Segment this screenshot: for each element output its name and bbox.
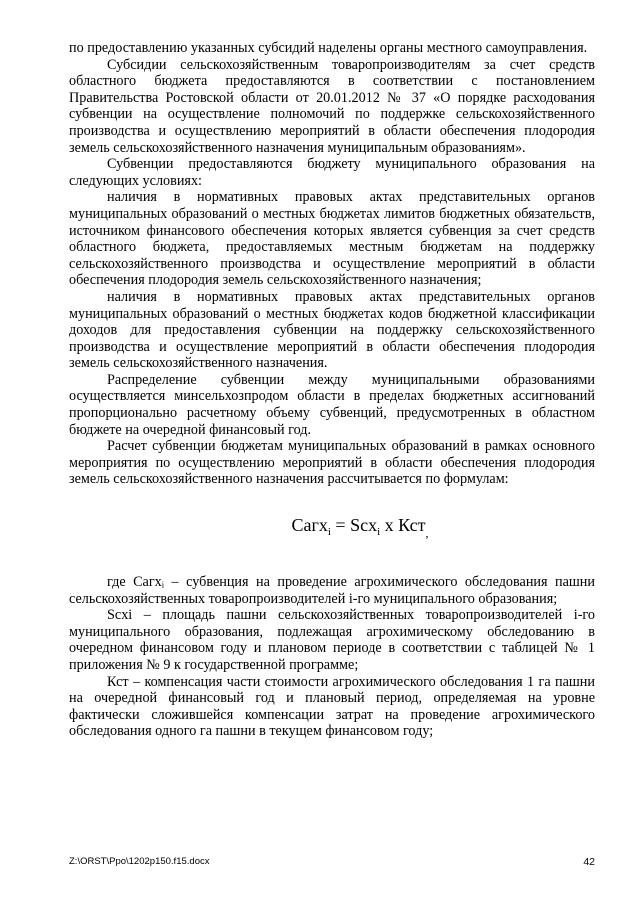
paragraph-3: Субвенции предоставляются бюджету муниципального образования на следующих условиях:	[69, 156, 595, 189]
formula-operator: х	[384, 515, 394, 536]
paragraph-4: наличия в нормативных правовых актах представительных органов муниципальных образований о местных бюджетах лимитов бюджетных обязательств, источником финансового обеспечения которых является субвенция за счет средств областного бюджета, предоставляемых местным бюджетам на поддержку сельскохозяйственного производства и осуществление мероприятий в области обеспечения плодородия земель сельскохозяйственного назначения;	[69, 189, 595, 289]
footer-file-path: Z:\ORST\Ppo\1202p150.f15.docx	[69, 856, 210, 867]
formula-trailing-comma: ,	[425, 526, 429, 541]
paragraph-1: по предоставлению указанных субсидий наделены органы местного самоуправления.	[69, 40, 588, 56]
paragraph-2: Субсидии сельскохозяйственным товаропроизводителям за счет средств областного бюджета предоставляются в соответствии с постановлением Правительства Ростовской области от 20.01.2012 № 37 «О порядке расходования субвенции на осуществление полномочий по поддержке сельскохозяйственного производства и осуществлению мероприятий в области обеспечения плодородия земель сельскохозяйственного назначения муниципальным образованиям».	[69, 56, 595, 156]
formula-term-area: Scx	[350, 515, 378, 536]
definition-sagh: где Сагхᵢ – субвенция на проведение агрохимического обследования пашни сельскохозяйственных товаропроизводителей i-го муниципального образования;	[69, 574, 595, 607]
formula	[69, 514, 595, 544]
formula-equals: =	[335, 515, 346, 536]
paragraph-5: наличия в нормативных правовых актах представительных органов муниципальных образований о местных бюджетах кодов бюджетной классификации доходов для предоставления субвенции на поддержку сельскохозяйственного производства и осуществление мероприятий в области обеспечения плодородия земель сельскохозяйственного назначения.	[69, 288, 595, 372]
paragraph-7: Расчет субвенции бюджетам муниципальных образований в рамках основного мероприятия по осуществлению мероприятий в области обеспечения плодородия земель сельскохозяйственного назначения рассчитывается по формулам:	[69, 438, 595, 488]
page-number: 42	[583, 856, 595, 868]
formula-lhs: Сагх	[291, 515, 328, 536]
formula-term-area-subscript: i	[377, 526, 381, 539]
formula-term-compensation: Кст	[398, 515, 426, 536]
formula-lhs-subscript: i	[327, 526, 331, 539]
paragraph-6: Распределение субвенции между муниципальными образованиями осуществляется минсельхозпродом области в пределах бюджетных ассигнований пропорционально расчетному объему субвенций, предусмотренных в областном бюджете на очередной финансовый год.	[69, 371, 595, 438]
document-body	[69, 40, 595, 740]
definition-scxi: Scxi – площадь пашни сельскохозяйственных товаропроизводителей i-го муниципального образования, подлежащая агрохимическому обследованию в очередном финансовом году и плановом периоде в соответствии с таблицей № 1 приложения № 9 к государственной программе;	[69, 607, 595, 673]
definition-kst: Кст – компенсация части стоимости агрохимического обследования 1 га пашни на очередной финансовый год и плановый период, определяемая на уровне фактически сложившейся компенсации затрат на проведение агрохимического обследования одного га пашни в текущем финансовом году;	[69, 673, 595, 740]
